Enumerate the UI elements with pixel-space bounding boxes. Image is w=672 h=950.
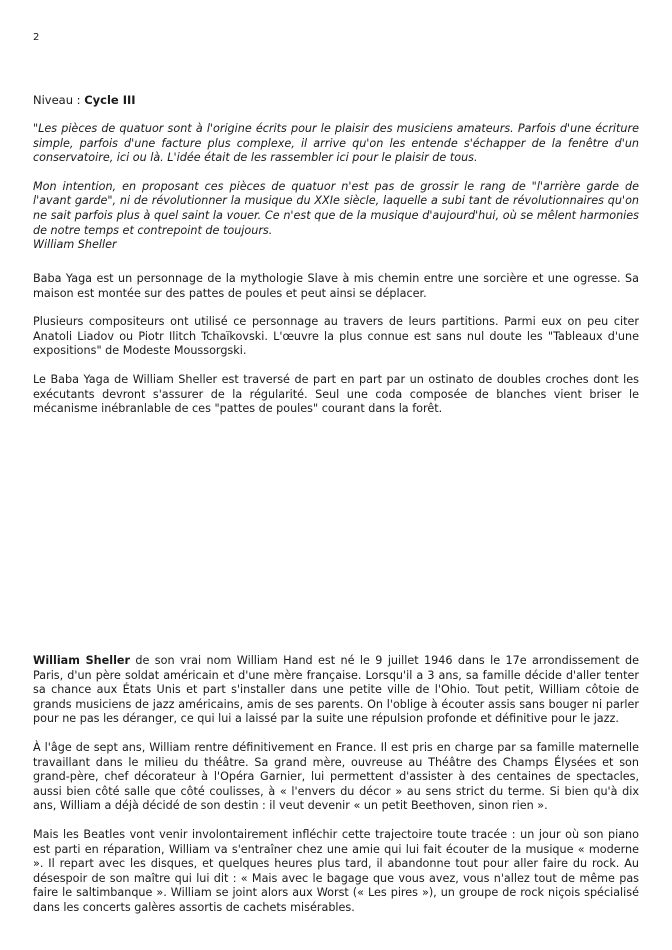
biography-block <box>33 654 639 930</box>
level-value: Cycle III <box>84 93 136 107</box>
description-paragraph-1: Baba Yaga est un personnage de la mythologie Slave à mis chemin entre une sorcière et une ogresse. Sa maison est montée sur des pattes de poules et peut ainsi se déplacer. <box>33 272 639 300</box>
biography-name: William Sheller <box>33 654 131 667</box>
description-paragraph-2: Plusieurs compositeurs ont utilisé ce personnage au travers de leurs partitions. Parmi eux on peu citer Anatoli Liadov ou Piotr Ilitch Tchaïkovski. L'œuvre la plus connue est sans nul doute les "Tableaux d'une expositions" de Modeste Moussorgski. <box>33 315 639 358</box>
biography-intro: de son vrai nom William Hand est né le 9 juillet 1946 dans le 17e arrondissement de Paris, d'un père soldat américain et d'une mère française. Lorsqu'il a 3 ans, sa famille décide d'aller tenter sa chance aux États Unis et part s'installer dans une petite ville de l'Ohio. Tout petit, William côtoie de grands musiciens de jazz américains, amis de ses parents. On l'oblige à écouter assis sans bouger ni parler pour ne pas les déranger, ce qui lui a laissé par la suite une répulsion profonde et définitive pour le jazz. <box>33 654 639 726</box>
biography-paragraph-1 <box>33 654 639 727</box>
level-line <box>33 93 136 107</box>
quote-block <box>33 122 639 253</box>
biography-paragraph-3: Mais les Beatles vont venir involontairement infléchir cette trajectoire toute tracée : un jour où son piano est parti en réparation, William va s'entraîner chez une amie qui lui fait écouter de la musique « moderne ». Il repart avec les disques, et quelques heures plus tard, il abandonne tout pour aller faire du rock. Au désespoir de son maître qui lui dit : « Mais avec le bagage que vous avez, vous n'allez tout de même pas faire le saltimbanque ». William se joint alors aux Worst (« Les pires »), un groupe de rock niçois spécialisé dans les concerts galères assortis de cachets misérables. <box>33 827 639 914</box>
page-number: 2 <box>33 32 40 43</box>
description-block <box>33 272 639 431</box>
biography-paragraph-2: À l'âge de sept ans, William rentre définitivement en France. Il est pris en charge par sa famille maternelle travaillant dans le milieu du théâtre. Sa grand mère, ouvreuse au Théâtre des Champs Élysées et son grand-père, chef décorateur à l'Opéra Garnier, lui permettent d'assister à des centaines de spectacles, aussi bien côté salle que côté coulisses, à « l'envers du décor » au sens strict du terme. Si bien qu'à dix ans, William a déjà décidé de son destin : il veut devenir « un petit Beethoven, sinon rien ». <box>33 740 639 813</box>
level-label: Niveau : <box>33 93 85 107</box>
quote-author: William Sheller <box>33 238 117 252</box>
quote-paragraph-1: "Les pièces de quatuor sont à l'origine écrits pour le plaisir des musiciens amateurs. Parfois d'une écriture simple, parfois d'une facture plus complexe, il arrive qu'on les entende s'échapper de la fenêtre d'un conservatoire, ici ou là. L'idée était de les rassembler ici pour le plaisir de tous. <box>33 122 639 165</box>
description-paragraph-3: Le Baba Yaga de William Sheller est traversé de part en part par un ostinato de doubles croches dont les exécutants devront s'assurer de la régularité. Seul une coda composée de blanches vient briser le mécanisme inébranlable de ces "pattes de poules" courant dans la forêt. <box>33 372 639 416</box>
quote-paragraph-2: Mon intention, en proposant ces pièces de quatuor n'est pas de grossir le rang de "l'arrière garde de l'avant garde", ni de révolutionner la musique du XXIe siècle, laquelle a subi tant de révolutionnaires qu'on ne sait parfois plus à quel saint la vouer. Ce n'est que de la musique d'aujourd'hui, où se mêlent harmonies de notre temps et contrepoint de toujours. <box>33 179 639 237</box>
